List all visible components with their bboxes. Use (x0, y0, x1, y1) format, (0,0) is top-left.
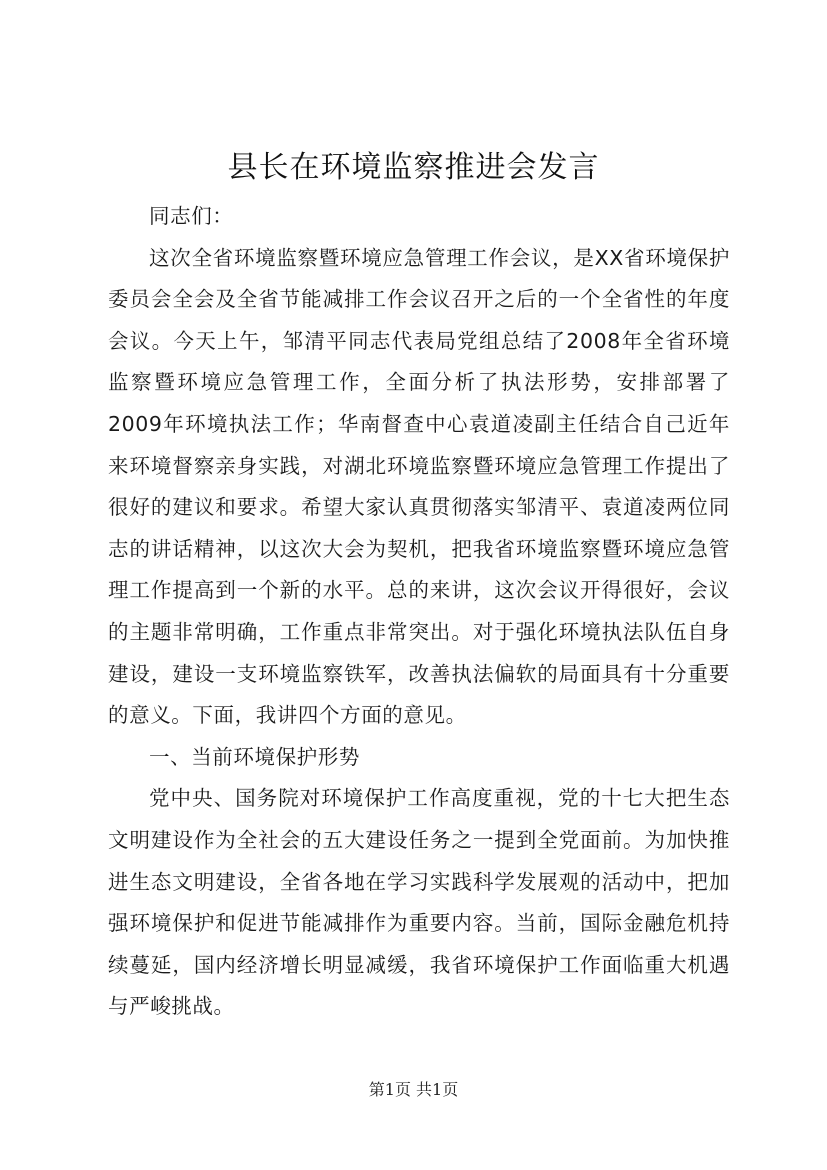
section-paragraph: 党中央、国务院对环境保护工作高度重视，党的十七大把生态文明建设作为全社会的五大建设任务之一提到全党面前。为加快推进生态文明建设，全省各地在学习实践科学发展观的活动中，把加强环境保护和促进节能减排作为重要内容。当前，国际金融危机持续蔓延，国内经济增长明显减缓，我省环境保护工作面临重大机遇与严峻挑战。 (108, 786, 730, 1019)
page-number-footer: 第1页 共1页 (368, 1080, 459, 1099)
document-title: 县长在环境监察推进会发言 (227, 150, 600, 185)
section-heading: 一、当前环境保护形势 (149, 744, 360, 769)
document-body (108, 196, 730, 1028)
opening-paragraph: 这次全省环境监察暨环境应急管理工作会议，是XX省环境保护委员会全会及全省节能减排工作会议召开之后的一个全省性的年度会议。今天上午，邹清平同志代表局党组总结了2008年全省环境监察暨环境应急管理工作，全面分析了执法形势，安排部署了2009年环境执法工作；华南督查中心袁道凌副主任结合自己近年来环境督察亲身实践，对湖北环境监察暨环境应急管理工作提出了很好的建议和要求。希望大家认真贯彻落实邹清平、袁道凌两位同志的讲话精神，以这次大会为契机，把我省环境监察暨环境应急管理工作提高到一个新的水平。总的来讲，这次会议开得很好，会议的主题非常明确，工作重点非常突出。对于强化环境执法队伍自身建设，建设一支环境监察铁军，改善执法偏软的局面具有十分重要的意义。下面，我讲四个方面的意见。 (108, 245, 730, 728)
salutation-paragraph: 同志们： (149, 204, 234, 228)
